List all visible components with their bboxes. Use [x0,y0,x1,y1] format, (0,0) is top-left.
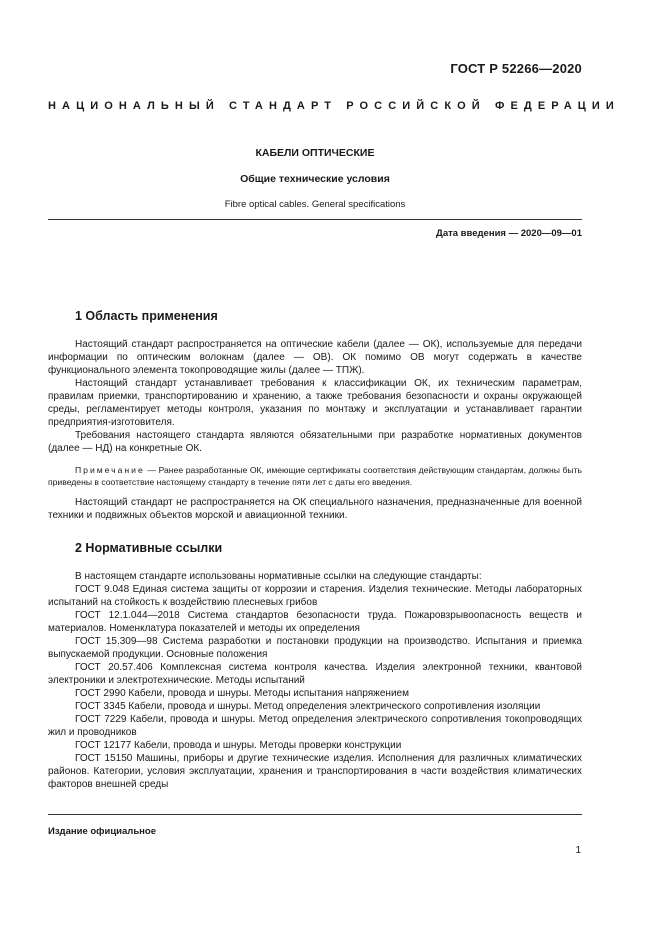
section-1-paragraph: Настоящий стандарт распространяется на оптические кабели (далее — ОК), используемые для передачи информации по оптическим волокнам (далее — ОВ). ОК помимо ОВ могут содержать в качестве функционального элемента токопроводящие жилы (далее — ТПЖ). [48,339,582,376]
section-1-paragraph: Настоящий стандарт устанавливает требования к классификации ОК, их техническим параметрам, правилам приемки, транспортированию и хранению, а также требования безопасности и охраны окружающей среды, регламентирует методы контроля, указания по монтажу и эксплуатации и устанавливает гарантии предприятия-изготовителя. [48,378,582,428]
section-2-heading: 2 Нормативные ссылки [75,541,223,555]
reference-item: ГОСТ 15.309—98 Система разработки и постановки продукции на производство. Испытания и приемка выпускаемой продукции. Основные положения [48,636,582,660]
page-number: 1 [575,845,581,856]
section-1-paragraph: Требования настоящего стандарта являются обязательными при разработке нормативных документов (далее — НД) на конкретные ОК. [48,430,582,454]
national-standard-heading: НАЦИОНАЛЬНЫЙ СТАНДАРТ РОССИЙСКОЙ ФЕДЕРАЦИИ [48,100,620,112]
standard-number: ГОСТ Р 52266—2020 [450,61,582,76]
section-1-paragraph: Настоящий стандарт не распространяется на ОК специального назначения, предназначенные для военной техники и подвижных объектов морской и авиационной техники. [48,497,582,521]
reference-item: ГОСТ 15150 Машины, приборы и другие технические изделия. Исполнения для различных климатических районов. Категории, условия эксплуатации, хранения и транспортирования в части воздействия климатических факторов внешней среды [48,753,582,790]
note-label: Примечание [75,465,145,475]
section-2-intro: В настоящем стандарте использованы нормативные ссылки на следующие стандарты: [75,571,482,582]
reference-item: ГОСТ 2990 Кабели, провода и шнуры. Методы испытания напряжением [75,688,409,699]
reference-item: ГОСТ 20.57.406 Комплексная система контроля качества. Изделия электронной техники, квантовой электроники и электротехнические. Методы испытаний [48,662,582,686]
introduction-date: Дата введения — 2020—09—01 [436,228,582,239]
reference-item: ГОСТ 12.1.044—2018 Система стандартов безопасности труда. Пожаровзрывоопасность веществ и материалов. Номенклатура показателей и методы их определения [48,610,582,634]
section-1-note [48,464,582,488]
header-divider [48,219,582,220]
reference-item: ГОСТ 12177 Кабели, провода и шнуры. Методы проверки конструкции [75,740,402,751]
note-text: — Ранее разработанные ОК, имеющие сертификаты соответствия действующим стандартам, должны быть приведены в соответствие настоящему стандарту в течение пяти лет с даты его введения. [48,465,582,487]
document-title-english: Fibre optical cables. General specifications [224,199,406,210]
document-title: КАБЕЛИ ОПТИЧЕСКИЕ [255,147,375,159]
document-subtitle: Общие технические условия [240,173,390,185]
reference-item: ГОСТ 3345 Кабели, провода и шнуры. Метод определения электрического сопротивления изоляции [75,701,541,712]
reference-item: ГОСТ 9.048 Единая система защиты от коррозии и старения. Изделия технические. Методы лабораторных испытаний на стойкость к воздействию плесневых грибов [48,584,582,608]
footer-divider [48,814,582,815]
section-1-heading: 1 Область применения [75,309,218,323]
document-body [48,308,582,791]
reference-item: ГОСТ 7229 Кабели, провода и шнуры. Метод определения электрического сопротивления токопроводящих жил и проводников [48,714,582,738]
official-edition-label: Издание официальное [48,826,156,837]
